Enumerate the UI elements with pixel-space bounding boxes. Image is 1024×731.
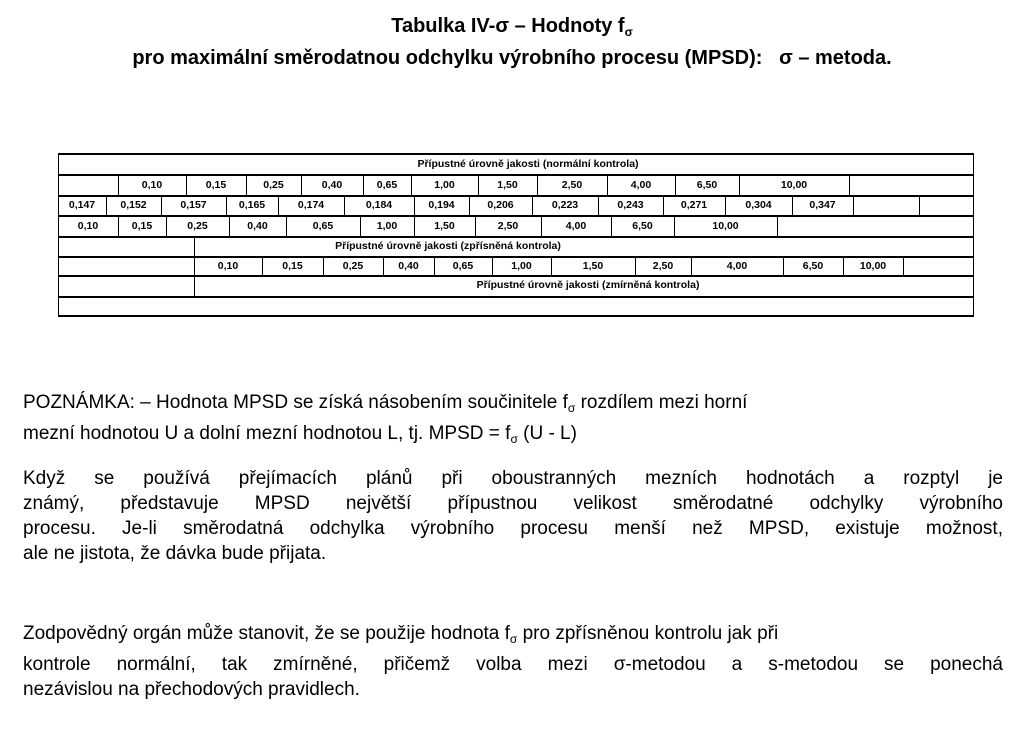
table-rule <box>663 195 664 215</box>
sigma-subscript: σ <box>509 632 518 646</box>
title-middle: – Hodnoty f <box>509 15 625 37</box>
table-rule <box>691 256 692 275</box>
normal-aql-cell: 0,65 <box>376 179 398 191</box>
subtitle-text: pro maximální směrodatnou odchylku výrobního procesu (MPSD): <box>132 47 763 69</box>
paragraph-authority <box>23 621 1003 702</box>
paragraph-text-a: Zodpovědný orgán může stanovit, že se použije hodnota f <box>23 623 510 644</box>
table-rule <box>323 256 324 275</box>
reduced-aql-cell: 0,65 <box>452 260 474 272</box>
table-rule <box>58 275 974 277</box>
normal-aql-cell: 1,00 <box>434 179 455 191</box>
tightened-aql-cell: 1,00 <box>376 220 398 232</box>
table-rule <box>411 174 412 195</box>
f-sigma-cell: 0,147 <box>68 199 96 211</box>
normal-aql-cell: 0,25 <box>263 179 284 191</box>
f-sigma-cell: 0,243 <box>617 199 644 211</box>
f-sigma-cell: 0,194 <box>428 199 455 211</box>
table-rule <box>363 174 364 195</box>
table-rule <box>58 236 974 238</box>
reduced-aql-cell: 0,10 <box>217 260 239 272</box>
normal-aql-cell: 1,50 <box>497 179 518 191</box>
table-rule <box>58 315 974 317</box>
f-sigma-cell: 0,206 <box>487 199 514 211</box>
tightened-aql-cell: 10,00 <box>712 220 739 232</box>
sigma-subscript: σ <box>624 25 633 39</box>
table-rule <box>118 174 119 195</box>
tightened-aql-cell: 4,00 <box>565 220 587 232</box>
sigma-symbol: σ <box>495 15 510 37</box>
f-sigma-cell: 0,165 <box>238 199 266 211</box>
table-rule <box>246 174 247 195</box>
f-sigma-cell: 0,157 <box>180 199 207 211</box>
normal-aql-cell: 2,50 <box>561 179 583 191</box>
reduced-aql-cell: 1,50 <box>582 260 604 272</box>
table-rule <box>161 195 162 215</box>
reduced-aql-cell: 2,50 <box>652 260 674 272</box>
table-rule <box>262 256 263 275</box>
table-rule <box>186 174 187 195</box>
reduced-aql-cell: 0,40 <box>398 260 419 272</box>
normal-aql-cell: 6,50 <box>696 179 718 191</box>
table-rule <box>598 195 599 215</box>
note-text-d: (U - L) <box>517 423 577 444</box>
table-rule <box>792 195 793 215</box>
reduced-aql-cell: 4,00 <box>726 260 748 272</box>
table-rule <box>551 256 552 275</box>
table-rule <box>478 174 479 195</box>
table-rule <box>301 174 302 195</box>
note-text-b: rozdílem mezi horní <box>575 392 748 413</box>
normal-aql-cell: 0,40 <box>321 179 343 191</box>
table-rule <box>434 256 435 275</box>
table-rule <box>973 153 974 317</box>
f-sigma-cell: 0,347 <box>809 199 836 211</box>
tightened-aql-cell: 0,25 <box>187 220 208 232</box>
aql-table <box>58 153 974 317</box>
table-rule <box>532 195 533 215</box>
table-rule <box>58 174 974 176</box>
table-rule <box>118 215 119 236</box>
tightened-aql-cell: 6,50 <box>632 220 653 232</box>
table-rule <box>675 174 676 195</box>
table-rule <box>414 215 415 236</box>
table-rule <box>777 215 778 236</box>
table-rule <box>607 174 608 195</box>
f-sigma-cell: 0,184 <box>365 199 393 211</box>
paragraph-line: ale ne jistota, že dávka bude přijata. <box>23 543 327 564</box>
f-sigma-cell: 0,223 <box>551 199 579 211</box>
f-sigma-cell: 0,271 <box>680 199 708 211</box>
header-tightened-inspection: Přípustné úrovně jakosti (zpřísněná kontrola) <box>335 240 561 252</box>
normal-aql-cell: 0,15 <box>205 179 227 191</box>
table-rule <box>414 195 415 215</box>
paragraph-line: Když se používá přejímacích plánů při oboustranných mezních hodnotách a rozptyl je <box>23 468 1003 489</box>
normal-aql-cell: 10,00 <box>780 179 808 191</box>
table-rule <box>611 215 612 236</box>
table-rule <box>286 215 287 236</box>
normal-aql-cell: 0,10 <box>141 179 163 191</box>
table-rule <box>725 195 726 215</box>
table-rule <box>492 256 493 275</box>
table-rule <box>853 195 854 215</box>
table-rule <box>58 215 974 217</box>
tightened-aql-cell: 0,15 <box>131 220 153 232</box>
paragraph-line: procesu. Je-li směrodatná odchylka výrobního procesu menší než MPSD, existuje možnost, <box>23 518 1003 539</box>
table-rule <box>58 153 59 317</box>
table-rule <box>739 174 740 195</box>
header-reduced-inspection: Přípustné úrovně jakosti (zmírněná kontrola) <box>476 279 700 291</box>
table-rule <box>58 153 974 155</box>
table-rule <box>58 256 974 258</box>
reduced-aql-cell: 0,15 <box>282 260 303 272</box>
table-rule <box>360 215 361 236</box>
table-rule <box>537 174 538 195</box>
table-rule <box>226 195 227 215</box>
page-title <box>0 14 1024 44</box>
table-rule <box>475 215 476 236</box>
tightened-aql-cell: 1,50 <box>434 220 455 232</box>
table-rule <box>166 215 167 236</box>
tightened-aql-cell: 0,65 <box>312 220 334 232</box>
table-rule <box>635 256 636 275</box>
paragraph-text-b: pro zpřísněnou kontrolu jak při <box>517 623 779 644</box>
table-rule <box>919 195 920 215</box>
table-rule <box>383 256 384 275</box>
note-text-a: POZNÁMKA: – Hodnota MPSD se získá násobením součinitele f <box>23 392 568 413</box>
table-rule <box>58 195 974 197</box>
table-rule <box>229 215 230 236</box>
sigma-subscript: σ <box>510 432 518 446</box>
normal-aql-cell: 4,00 <box>630 179 652 191</box>
sigma-subscript: σ <box>567 401 576 415</box>
tightened-aql-cell: 2,50 <box>497 220 519 232</box>
table-rule <box>783 256 784 275</box>
page-subtitle <box>0 46 1024 70</box>
reduced-aql-cell: 6,50 <box>802 260 824 272</box>
table-rule <box>843 256 844 275</box>
paragraph-mpsd <box>23 466 1003 566</box>
f-sigma-cell: 0,174 <box>297 199 325 211</box>
f-sigma-cell: 0,152 <box>120 199 147 211</box>
table-rule <box>194 236 195 296</box>
f-sigma-cell: 0,304 <box>745 199 772 211</box>
header-normal-inspection: Přípustné úrovně jakosti (normální kontrola) <box>417 158 639 170</box>
reduced-aql-cell: 1,00 <box>511 260 532 272</box>
table-rule <box>106 195 107 215</box>
paragraph-line: známý, představuje MPSD největší přípustnou velikost směrodatné odchylky výrobního <box>23 493 1003 514</box>
paragraph-line: nezávislou na přechodových pravidlech. <box>23 679 360 700</box>
note-paragraph <box>23 390 1003 452</box>
table-rule <box>344 195 345 215</box>
table-rule <box>278 195 279 215</box>
table-rule <box>903 256 904 275</box>
tightened-aql-cell: 0,10 <box>77 220 99 232</box>
table-rule <box>58 296 974 298</box>
table-rule <box>541 215 542 236</box>
note-text-c: mezní hodnotou U a dolní mezní hodnotou L, tj. MPSD = f <box>23 423 511 444</box>
paragraph-line: kontrole normální, tak zmírněné, přičemž volba mezi σ-metodou a s-metodou se ponechá <box>23 654 1003 675</box>
table-rule <box>849 174 850 195</box>
reduced-aql-cell: 0,25 <box>342 260 364 272</box>
tightened-aql-cell: 0,40 <box>247 220 268 232</box>
subtitle-method: σ – metoda. <box>779 47 892 69</box>
table-rule <box>469 195 470 215</box>
title-prefix: Tabulka IV- <box>391 15 496 37</box>
reduced-aql-cell: 10,00 <box>859 260 887 272</box>
table-rule <box>674 215 675 236</box>
